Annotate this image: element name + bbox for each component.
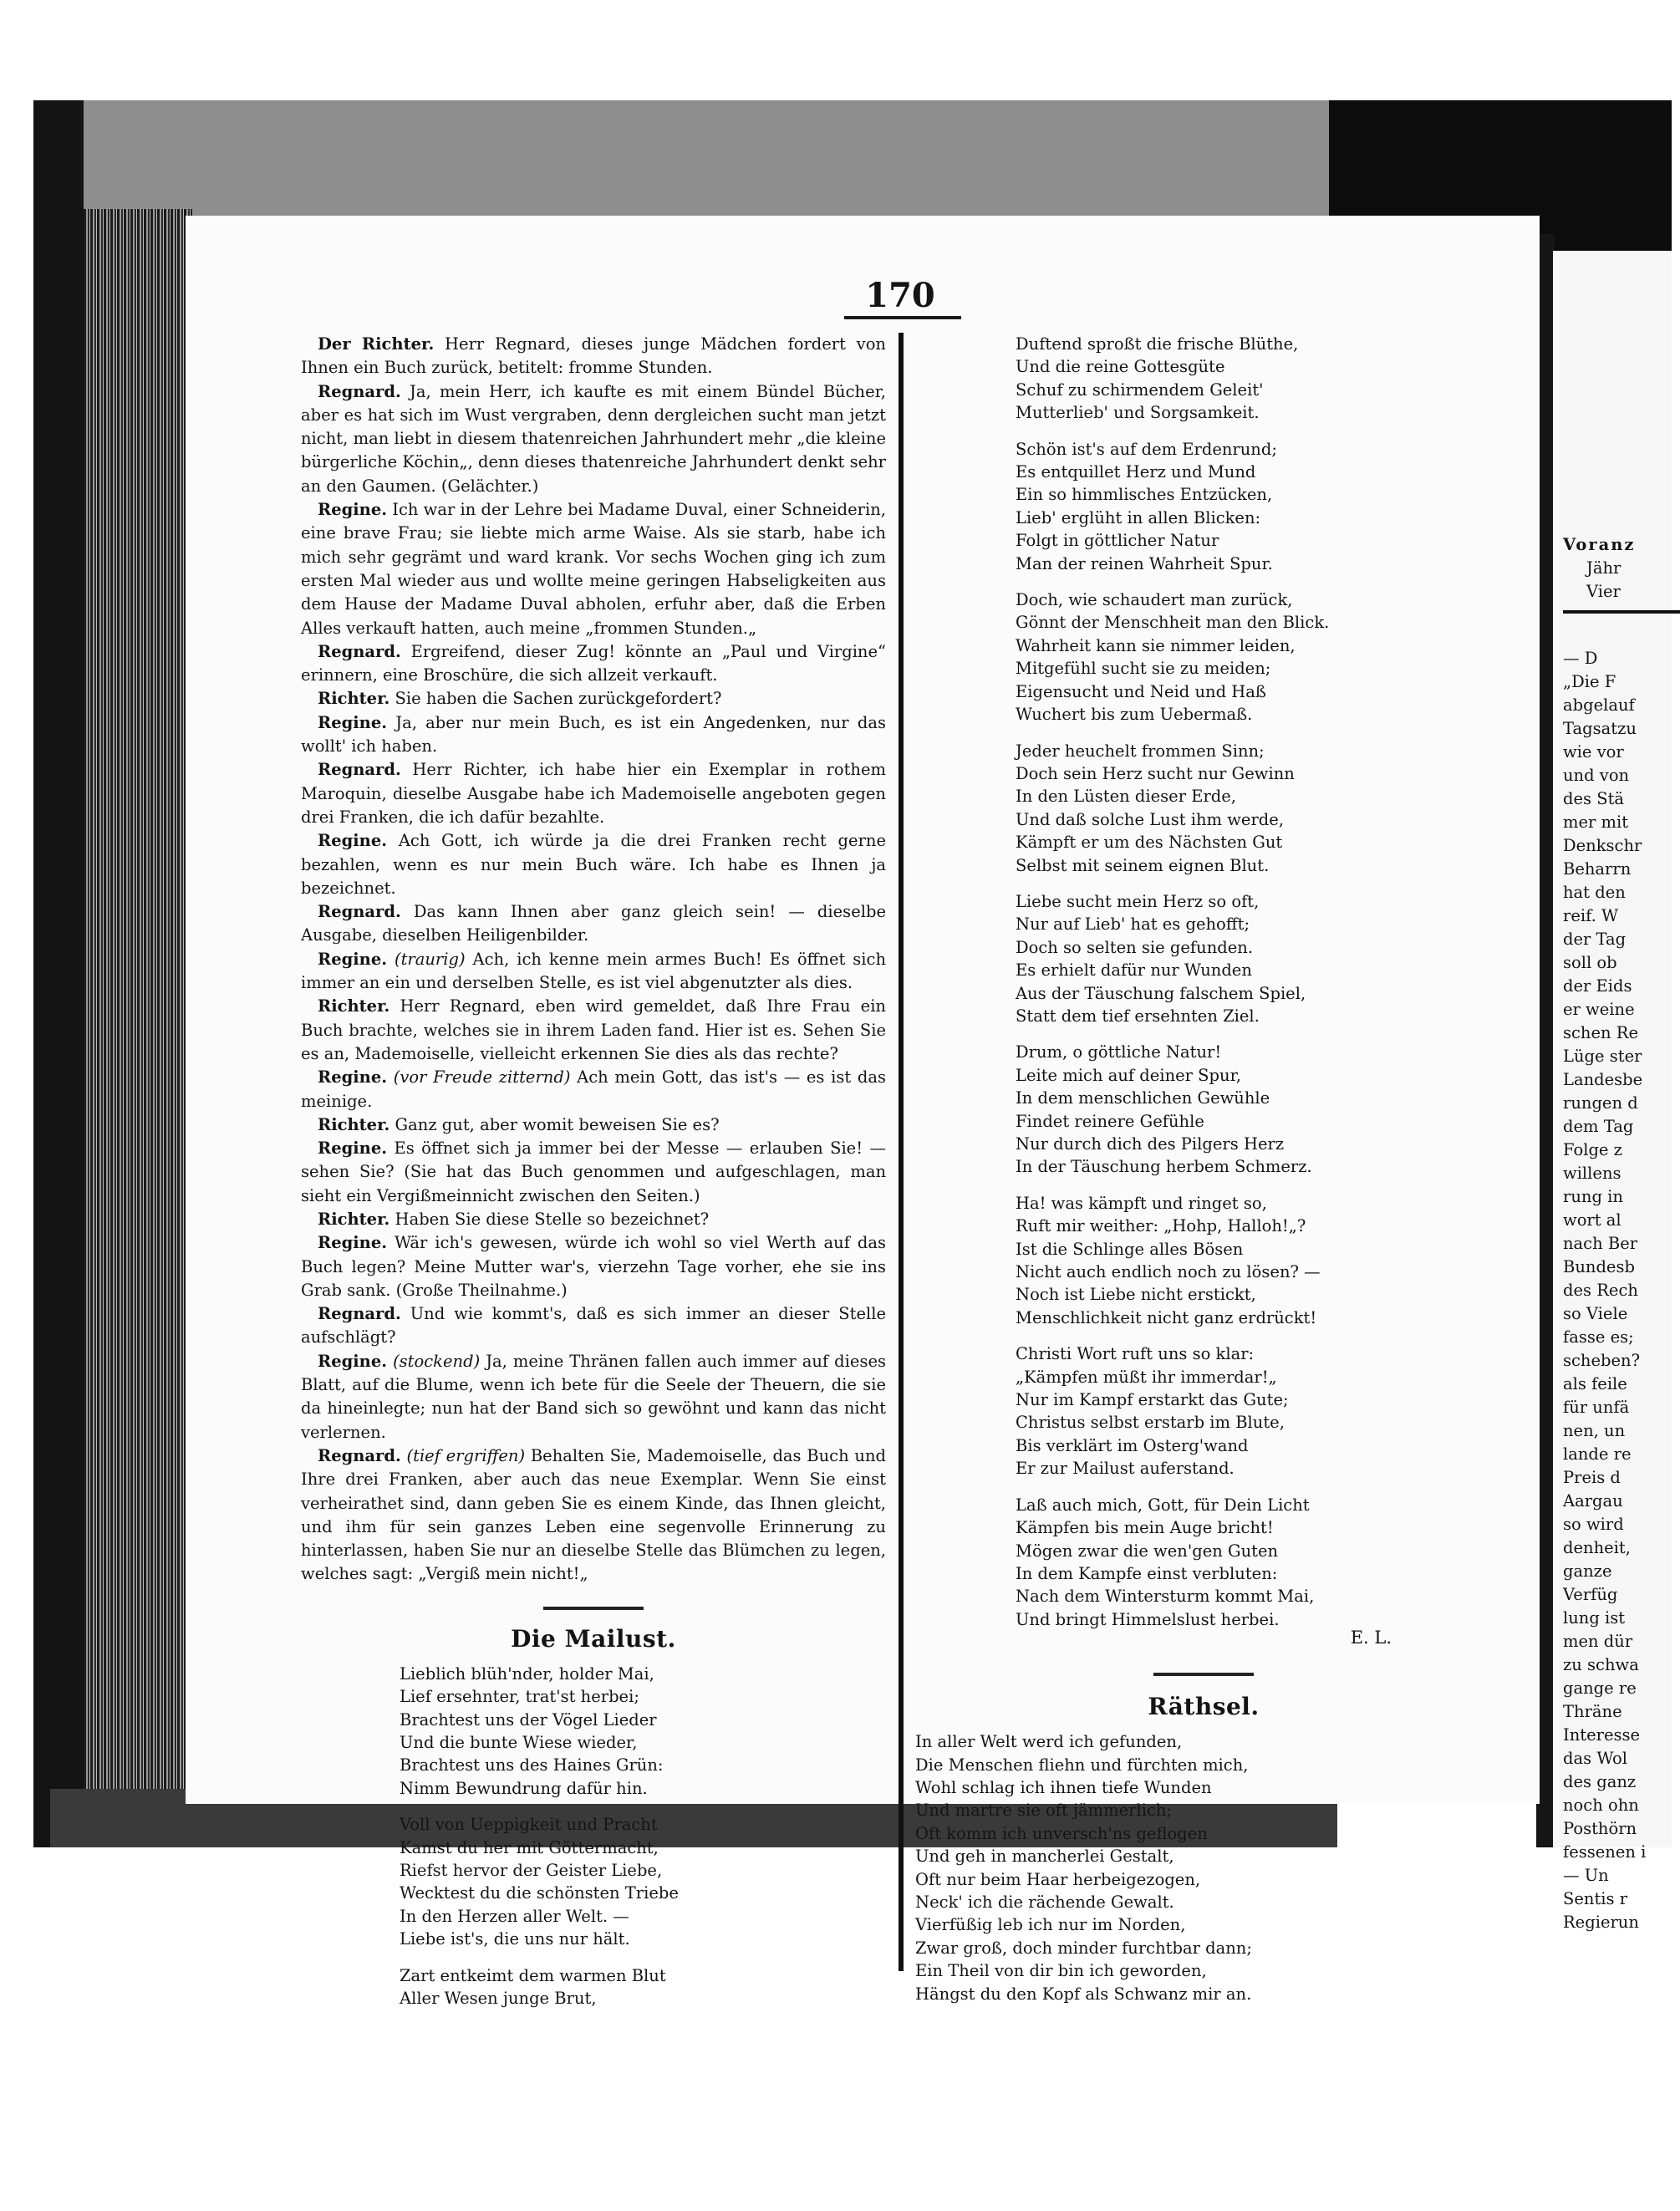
book-spine-shadow xyxy=(33,100,84,1847)
riddle-line: Wohl schlag ich ihnen tiefe Wunden xyxy=(915,1777,1212,1797)
dialogue-text: Haben Sie diese Stelle so bezeichnet? xyxy=(389,1209,710,1229)
clipped-line: Thräne xyxy=(1563,1702,1622,1721)
clipped-line: nen, un xyxy=(1563,1421,1626,1440)
poem-line: Mögen zwar die wen'gen Guten xyxy=(1016,1541,1279,1561)
facing-page-clipped xyxy=(1553,251,1672,1932)
clipped-line: lung ist xyxy=(1563,1608,1626,1628)
dialogue-text: Ergreifend, dieser Zug! könnte an „Paul und Virgine“ erinnern, eine Broschüre, die sich allzeit verkauft. xyxy=(301,641,886,685)
stage-direction: (stockend) xyxy=(387,1351,481,1371)
clipped-line: hat den xyxy=(1563,883,1626,902)
poem-line: Ein so himmlisches Entzücken, xyxy=(1016,485,1273,505)
poem-line: Er zur Mailust auferstand. xyxy=(1016,1459,1235,1479)
clipped-line: wort al xyxy=(1563,1210,1621,1230)
clipped-rule xyxy=(1563,610,1680,614)
clipped-line: — D xyxy=(1563,649,1598,668)
poem-line: Liebe ist's, die uns nur hält. xyxy=(400,1929,630,1949)
poem-line: Folgt in göttlicher Natur xyxy=(1016,531,1219,551)
speaker-name: Regnard. xyxy=(318,381,401,401)
poem-line: Laß auch mich, Gott, für Dein Licht xyxy=(1016,1495,1310,1515)
clipped-line: noch ohn xyxy=(1563,1796,1639,1815)
poem-line: Drum, o göttliche Natur! xyxy=(1016,1042,1222,1062)
poem-stanza xyxy=(1016,890,1392,1027)
clipped-line: fessenen i xyxy=(1563,1842,1647,1862)
dialogue-paragraph xyxy=(301,333,886,380)
dialogue-text: Herr Richter, ich habe hier ein Exemplar in rothem Maroquin, dieselbe Ausgabe habe ich Mademoiselle angeboten gegen drei Franken, die ich dafür bezahlte. xyxy=(301,760,886,827)
dialogue-text: Behalten Sie, Mademoiselle, das Buch und Ihre drei Franken, aber auch das neue Exemplar. Wenn Sie einst verheirathet sind, dann geben Sie es einem Kinde, das Ihnen gleicht, und ihm für sein ganzes Leben eine segenvolle Erinnerung zu hinterlassen, haben Sie nur an dieselbe Stelle das Blümchen zu legen, welches sagt: „Vergiß mein nicht!„ xyxy=(301,1445,886,1584)
poem-title-raethsel: Räthsel. xyxy=(1148,1693,1260,1721)
poem-line: Leite mich auf deiner Spur, xyxy=(1016,1065,1241,1085)
speaker-name: Regnard. xyxy=(318,1304,401,1324)
dialogue-text: Ja, aber nur mein Buch, es ist ein Angedenken, nur das wollt' ich haben. xyxy=(301,712,886,757)
speaker-name: Regine. xyxy=(318,500,388,520)
clipped-line: mer mit xyxy=(1563,813,1629,832)
poem-line: Lief ersehnter, trat'st herbei; xyxy=(400,1687,639,1707)
poem-stanza xyxy=(1016,588,1392,726)
dialogue-paragraph xyxy=(301,948,886,996)
poem-line: Ha! was kämpft und ringet so, xyxy=(1016,1193,1267,1213)
dialogue-paragraph xyxy=(301,1208,886,1231)
dialogue-text: Herr Regnard, eben wird gemeldet, daß Ihre Frau ein Buch brachte, welches sie in ihrem Laden fand. Hier ist es. Sehen Sie es an, Mademoiselle, vielleicht erkennen Sie dies als das rechte? xyxy=(301,996,886,1063)
poem-stanza xyxy=(1016,1494,1392,1631)
clipped-line: des ganz xyxy=(1563,1772,1637,1791)
speaker-name: Regine. xyxy=(318,1067,388,1088)
clipped-line: so wird xyxy=(1563,1515,1624,1534)
clipped-line: scheben? xyxy=(1563,1351,1641,1370)
stage-direction: (traurig) xyxy=(387,949,466,969)
poem-line: Nur durch dich des Pilgers Herz xyxy=(1016,1134,1285,1154)
speaker-name: Richter. xyxy=(318,689,390,709)
speaker-name: Regine. xyxy=(318,831,388,851)
poem-line: Liebe sucht mein Herz so oft, xyxy=(1016,891,1260,911)
poem-line: Noch ist Liebe nicht erstickt, xyxy=(1016,1285,1256,1305)
clipped-line: als feile xyxy=(1563,1374,1627,1393)
clipped-line: abgelauf xyxy=(1563,695,1635,715)
clipped-line: rungen d xyxy=(1563,1093,1638,1113)
dialogue-text: Ich war in der Lehre bei Madame Duval, einer Schneiderin, eine brave Frau; sie liebte mich arme Waise. Als sie starb, habe ich mich sehr gegrämt und ward krank. Vor sechs Wochen ging ich zum ersten Mal wieder aus und wollte meine geringen Habseligkeiten aus dem Hause der Madame Duval abholen, erfuhr aber, daß die Erben Alles verkauft hatten, auch meine „frommen Stunden.„ xyxy=(301,500,886,638)
section-separator xyxy=(1153,1673,1254,1676)
poem-stanza xyxy=(1016,1041,1392,1178)
dialogue-text: Und wie kommt's, daß es sich immer an dieser Stelle aufschlägt? xyxy=(301,1304,886,1347)
poem-line: Statt dem tief ersehnten Ziel. xyxy=(1016,1006,1260,1026)
riddle-line: Die Menschen fliehn und fürchten mich, xyxy=(915,1755,1249,1775)
poem-line: Kämpfen bis mein Auge bricht! xyxy=(1016,1518,1274,1538)
poem-line: Duftend sproßt die frische Blüthe, xyxy=(1016,334,1299,354)
clipped-line: wie vor xyxy=(1563,742,1624,762)
poem-line: Wahrheit kann sie nimmer leiden, xyxy=(1016,635,1296,655)
poem-line: Ruft mir weither: „Hohp, Halloh!„? xyxy=(1016,1216,1306,1236)
clipped-line: dem Tag xyxy=(1563,1117,1634,1136)
poem-line: Man der reinen Wahrheit Spur. xyxy=(1016,553,1273,573)
dialogue-paragraph xyxy=(301,498,886,640)
clipped-line: Landesbe xyxy=(1563,1070,1643,1089)
poem-line: Schön ist's auf dem Erdenrund; xyxy=(1016,439,1277,459)
clipped-line: und von xyxy=(1563,766,1630,785)
poem-line: Jeder heuchelt frommen Sinn; xyxy=(1016,741,1265,761)
right-column xyxy=(915,333,1392,2005)
clipped-line: der Eids xyxy=(1563,976,1632,996)
speaker-name: Regine. xyxy=(318,1233,388,1253)
dialogue-text: Sie haben die Sachen zurückgefordert? xyxy=(389,689,722,709)
riddle-line: Und geh in mancherlei Gestalt, xyxy=(915,1847,1174,1867)
poem-stanza xyxy=(400,1813,886,1950)
poem-line: Mutterlieb' und Sorgsamkeit. xyxy=(1016,403,1260,423)
column-divider xyxy=(899,333,904,1971)
clipped-line: Denkschr xyxy=(1563,836,1642,855)
dialogue-paragraph xyxy=(301,995,886,1066)
poem-line: Nur im Kampf erstarkt das Gute; xyxy=(1016,1390,1289,1410)
poem-line: Selbst mit seinem eignen Blut. xyxy=(1016,855,1270,875)
dialogue-paragraph xyxy=(301,640,886,688)
clipped-line: men dür xyxy=(1563,1632,1633,1651)
dialogue-paragraph xyxy=(301,1231,886,1302)
scanner-background xyxy=(33,100,1337,226)
dialogue-text xyxy=(301,333,886,1587)
clipped-line: Sentis r xyxy=(1563,1889,1628,1908)
dialogue-paragraph xyxy=(301,380,886,498)
poem-line: Gönnt der Menschheit man den Blick. xyxy=(1016,613,1330,633)
clipped-line: Interesse xyxy=(1563,1725,1641,1745)
poem-line: Lieblich blüh'nder, holder Mai, xyxy=(400,1663,654,1684)
poem-line: „Kämpfen müßt ihr immerdar!„ xyxy=(1016,1367,1277,1387)
riddle-line: Zwar groß, doch minder furchtbar dann; xyxy=(915,1938,1252,1958)
dialogue-paragraph xyxy=(301,711,886,759)
dialogue-text: Ach Gott, ich würde ja die drei Franken recht gerne bezahlen, wenn es nur mein Buch wäre. Ich habe es Ihnen ja bezeichnet. xyxy=(301,831,886,898)
clipped-heading-line: Jähr xyxy=(1586,558,1621,578)
clipped-line: Tagsatzu xyxy=(1563,719,1637,738)
poem-line: Voll von Ueppigkeit und Pracht xyxy=(400,1815,658,1835)
dialogue-paragraph xyxy=(301,1066,886,1113)
clipped-line: zu schwa xyxy=(1563,1655,1639,1674)
clipped-line: Folge z xyxy=(1563,1140,1622,1159)
poem-line: Und die reine Gottesgüte xyxy=(1016,357,1225,377)
poem-mailust-continued xyxy=(1016,333,1392,1631)
poem-line: In den Herzen aller Welt. — xyxy=(400,1906,629,1926)
poem-raethsel xyxy=(915,1730,1392,2005)
poem-line: Nach dem Wintersturm kommt Mai, xyxy=(1016,1587,1315,1607)
poem-stanza xyxy=(1016,333,1392,425)
clipped-line: rung in xyxy=(1563,1187,1623,1206)
speaker-name: Richter. xyxy=(318,1209,390,1229)
clipped-line: denheit, xyxy=(1563,1538,1631,1557)
clipped-line: schen Re xyxy=(1563,1023,1639,1042)
poem-line: Brachtest uns der Vögel Lieder xyxy=(400,1709,657,1730)
poem-line: Brachtest uns des Haines Grün: xyxy=(400,1755,664,1775)
page-number-rule xyxy=(844,316,961,319)
clipped-lines xyxy=(1563,647,1672,1934)
poem-line: In der Täuschung herbem Schmerz. xyxy=(1016,1157,1312,1177)
dialogue-paragraph xyxy=(301,1444,886,1587)
clipped-line: nach Ber xyxy=(1563,1234,1638,1253)
riddle-line: Oft komm ich unversch'ns geflogen xyxy=(915,1823,1208,1843)
poem-line: Wuchert bis zum Uebermaß. xyxy=(1016,705,1253,725)
poem-line: Nur auf Lieb' hat es gehofft; xyxy=(1016,914,1250,935)
riddle-line: Ein Theil von dir bin ich geworden, xyxy=(915,1961,1207,1981)
clipped-line: „Die F xyxy=(1563,672,1616,691)
poem-line: Aller Wesen junge Brut, xyxy=(400,1989,597,2009)
speaker-name: Regnard. xyxy=(318,902,401,922)
poem-line: Christi Wort ruft uns so klar: xyxy=(1016,1344,1255,1364)
clipped-line: Aargau xyxy=(1563,1491,1623,1511)
clipped-line: Lüge ster xyxy=(1563,1047,1642,1066)
poem-line: Es erhielt dafür nur Wunden xyxy=(1016,960,1252,981)
riddle-line: Und martre sie oft jämmerlich; xyxy=(915,1801,1173,1821)
clipped-line: gange re xyxy=(1563,1679,1637,1698)
poem-line: Findet reinere Gefühle xyxy=(1016,1111,1204,1131)
poem-line: Nimm Bewundrung dafür hin. xyxy=(400,1778,648,1798)
poem-line: Nicht auch endlich noch zu lösen? — xyxy=(1016,1262,1321,1282)
clipped-line: des Rech xyxy=(1563,1281,1638,1300)
poem-line: Und bringt Himmelslust herbei. xyxy=(1016,1609,1280,1629)
dialogue-text: Ja, meine Thränen fallen auch immer auf dieses Blatt, auf die Blume, wenn ich bete für die Seele der Theuern, die sie da hineinlegte; nun hat der Band sich so gewöhnt und kann das nicht verlernen. xyxy=(301,1351,886,1442)
poem-stanza xyxy=(400,1964,886,2010)
clipped-line: reif. W xyxy=(1563,906,1619,925)
speaker-name: Regnard. xyxy=(318,641,401,661)
clipped-line: Beharrn xyxy=(1563,859,1632,879)
stage-direction: (vor Freude zitternd) xyxy=(387,1067,571,1088)
clipped-line: lande re xyxy=(1563,1444,1632,1464)
dialogue-paragraph xyxy=(301,687,886,711)
clipped-line: so Viele xyxy=(1563,1304,1628,1323)
riddle-line: Vierfüßig leb ich nur im Norden, xyxy=(915,1915,1186,1935)
clipped-heading-line: Voranz xyxy=(1563,535,1636,554)
dialogue-text: Ganz gut, aber womit beweisen Sie es? xyxy=(389,1114,720,1134)
poem-line: In dem menschlichen Gewühle xyxy=(1016,1088,1270,1108)
poem-line: Riefst hervor der Geister Liebe, xyxy=(400,1860,663,1880)
dialogue-paragraph xyxy=(301,900,886,948)
left-column xyxy=(301,333,886,2023)
dialogue-text: Ja, mein Herr, ich kaufte es mit einem Bündel Bücher, aber es hat sich im Wust vergraben, denn dergleichen sucht man jetzt nicht, man liebt in diesem thatenreichen Jahrhundert mehr „die kleine bürgerliche Köchin„, denn dieses thatenreiche Jahrhundert denkt sehr an den Gaumen. (Gelächter.) xyxy=(301,381,886,496)
clipped-line: Bundesb xyxy=(1563,1257,1635,1276)
poem-line: Doch, wie schaudert man zurück, xyxy=(1016,590,1293,610)
poem-signature: E. L. xyxy=(1350,1628,1392,1648)
clipped-line: — Un xyxy=(1563,1866,1609,1885)
poem-line: Eigensucht und Neid und Haß xyxy=(1016,681,1266,701)
speaker-name: Der Richter. xyxy=(318,334,435,354)
clipped-line: willens xyxy=(1563,1164,1621,1183)
speaker-name: Regine. xyxy=(318,949,388,969)
dialogue-paragraph xyxy=(301,829,886,900)
poem-line: Zart entkeimt dem warmen Blut xyxy=(400,1965,666,1985)
clipped-heading-line: Vier xyxy=(1586,582,1621,601)
speaker-name: Richter. xyxy=(318,1114,390,1134)
poem-line: Ist die Schlinge alles Bösen xyxy=(1016,1239,1244,1259)
dialogue-text: Wär ich's gewesen, würde ich wohl so viel Werth auf das Buch legen? Meine Mutter war's, vierzehn Tage vorher, ehe sie ins Grab sank. (Große Theilnahme.) xyxy=(301,1233,886,1300)
poem-line: Mitgefühl sucht sie zu meiden; xyxy=(1016,659,1271,679)
poem-title-mailust: Die Mailust. xyxy=(511,1624,676,1653)
poem-line: Kamst du her mit Göttermacht, xyxy=(400,1837,659,1857)
book-page-edges xyxy=(84,209,192,1814)
poem-line: Schuf zu schirmendem Geleit' xyxy=(1016,380,1264,400)
riddle-line: Oft nur beim Haar herbeigezogen, xyxy=(915,1869,1201,1889)
poem-stanza xyxy=(1016,1192,1392,1329)
clipped-line: fasse es; xyxy=(1563,1327,1634,1347)
dialogue-paragraph xyxy=(301,1350,886,1444)
poem-line: Doch sein Herz sucht nur Gewinn xyxy=(1016,763,1295,783)
riddle-line: Neck' ich die rächende Gewalt. xyxy=(915,1892,1174,1912)
dialogue-text: Ach, ich kenne mein armes Buch! Es öffnet sich immer an ein und derselben Stelle, es ist viel abgenutzter als dies. xyxy=(301,949,887,993)
dialogue-paragraph xyxy=(301,758,886,829)
speaker-name: Regine. xyxy=(318,1139,388,1159)
speaker-name: Regnard. xyxy=(318,1445,401,1465)
poem-stanza xyxy=(1016,438,1392,575)
poem-line: Bis verklärt im Osterg'wand xyxy=(1016,1435,1249,1455)
poem-stanza xyxy=(1016,1342,1392,1480)
speaker-name: Regine. xyxy=(318,1351,388,1371)
poem-line: In den Lüsten dieser Erde, xyxy=(1016,787,1236,807)
poem-line: Doch so selten sie gefunden. xyxy=(1016,937,1254,957)
dialogue-paragraph xyxy=(301,1137,886,1208)
speaker-name: Regnard. xyxy=(318,760,401,780)
speaker-name: Richter. xyxy=(318,996,390,1016)
poem-line: Christus selbst erstarb im Blute, xyxy=(1016,1413,1285,1433)
dialogue-paragraph xyxy=(301,1113,886,1137)
clipped-line: der Tag xyxy=(1563,930,1627,949)
clipped-line: Preis d xyxy=(1563,1468,1621,1487)
dialogue-text: Es öffnet sich ja immer bei der Messe — erlauben Sie! — sehen Sie? (Sie hat das Buch genommen und aufgeschlagen, man sieht ein Vergißmeinnicht zwischen den Seiten.) xyxy=(301,1139,886,1205)
poem-line: Aus der Täuschung falschem Spiel, xyxy=(1016,983,1306,1003)
poem-line: Kämpft er um des Nächsten Gut xyxy=(1016,833,1283,853)
clipped-line: Posthörn xyxy=(1563,1819,1637,1838)
section-separator xyxy=(543,1607,644,1610)
dialogue-text: Ach mein Gott, das ist's — es ist das meinige. xyxy=(301,1067,887,1111)
poem-line: Und die bunte Wiese wieder, xyxy=(400,1732,638,1752)
stage-direction: (tief ergriffen) xyxy=(400,1445,526,1465)
poem-line: In dem Kampfe einst verbluten: xyxy=(1016,1563,1278,1583)
clipped-line: soll ob xyxy=(1563,953,1617,972)
clipped-line: Regierun xyxy=(1563,1913,1639,1932)
clipped-line: ganze xyxy=(1563,1561,1612,1581)
clipped-line: für unfä xyxy=(1563,1398,1630,1417)
poem-line: Menschlichkeit nicht ganz erdrückt! xyxy=(1016,1307,1317,1327)
dialogue-text: Herr Regnard, dieses junge Mädchen fordert von Ihnen ein Buch zurück, betitelt: fromme Stunden. xyxy=(301,334,886,378)
poem-line: Wecktest du die schönsten Triebe xyxy=(400,1883,679,1903)
poem-line: Und daß solche Lust ihm werde, xyxy=(1016,809,1285,829)
dialogue-text: Das kann Ihnen aber ganz gleich sein! — dieselbe Ausgabe, dieselben Heiligenbilder. xyxy=(301,902,886,945)
speaker-name: Regine. xyxy=(318,712,388,732)
riddle-line: In aller Welt werd ich gefunden, xyxy=(915,1732,1183,1752)
poem-line: Es entquillet Herz und Mund xyxy=(1016,462,1256,482)
poem-stanza xyxy=(1016,740,1392,877)
dialogue-paragraph xyxy=(301,1302,886,1350)
clipped-line: des Stä xyxy=(1563,789,1625,808)
clipped-line: das Wol xyxy=(1563,1749,1628,1768)
clipped-line: Verfüg xyxy=(1563,1585,1618,1604)
clipped-line: er weine xyxy=(1563,1000,1635,1019)
poem-mailust xyxy=(301,1663,886,2010)
poem-line: Lieb' erglüht in allen Blicken: xyxy=(1016,507,1261,527)
facing-page-text xyxy=(1563,533,1672,1934)
poem-stanza xyxy=(400,1663,886,1800)
page-number: 170 xyxy=(865,276,935,315)
riddle-line: Hängst du den Kopf als Schwanz mir an. xyxy=(915,1984,1252,2004)
